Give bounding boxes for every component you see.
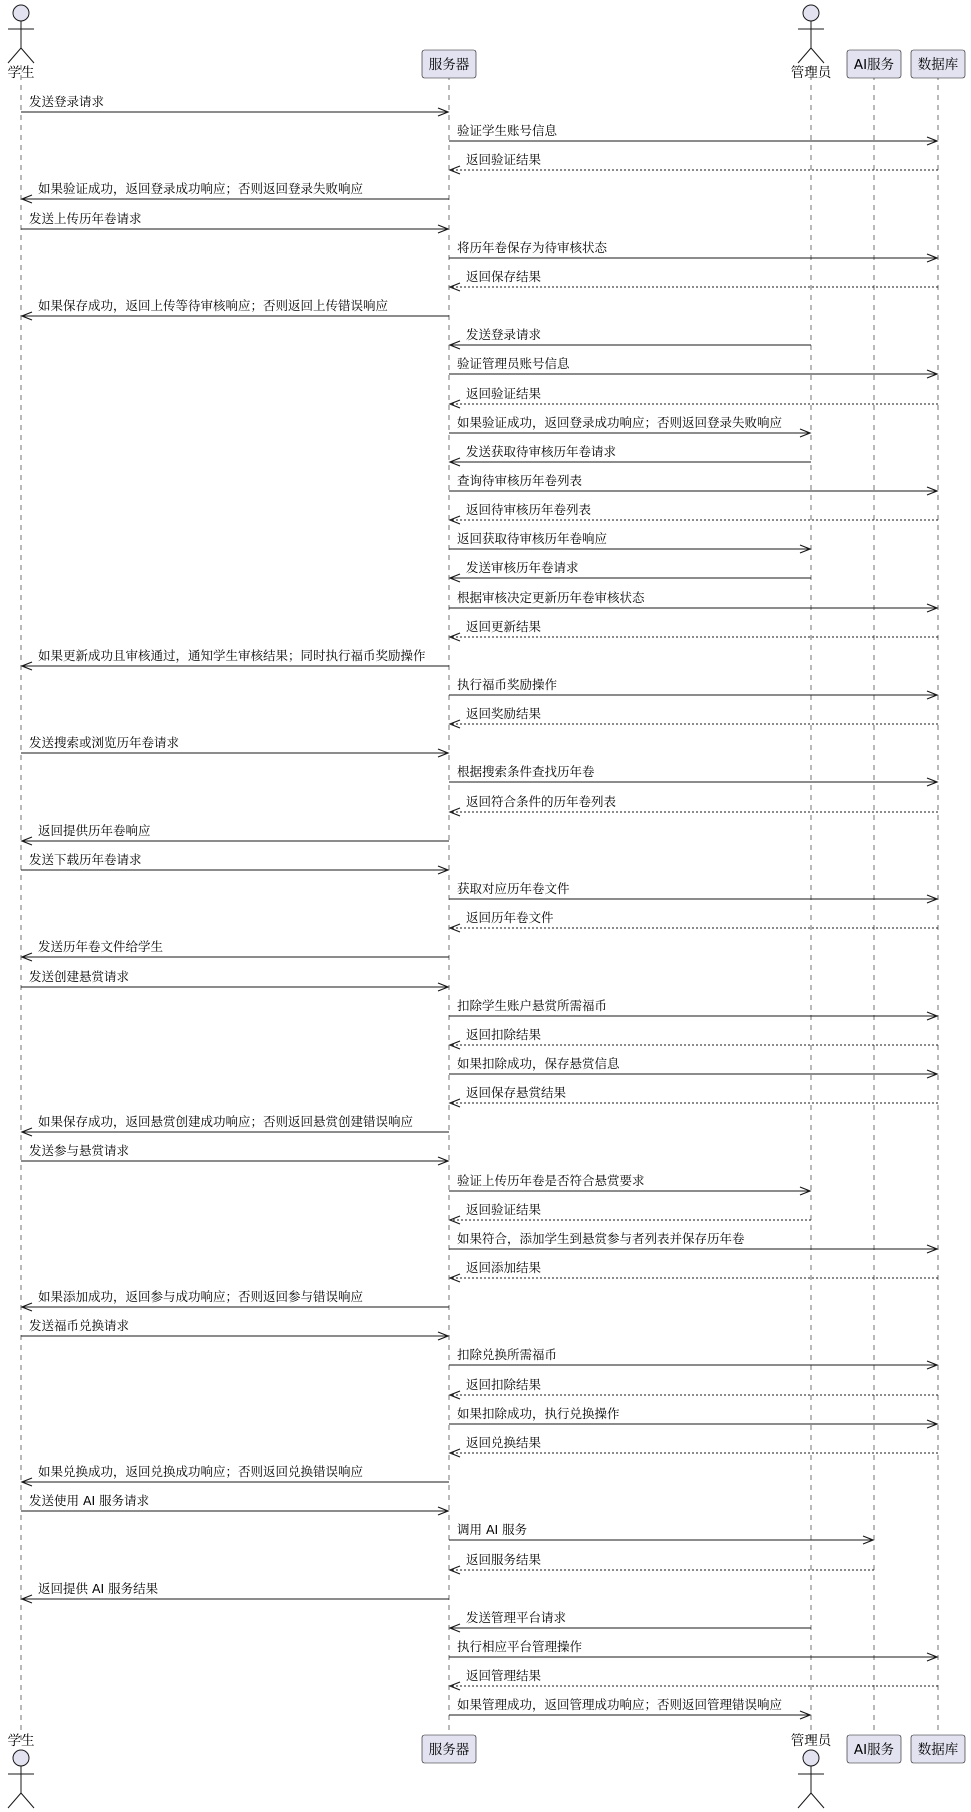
arrowhead-icon [450,720,460,728]
message-return-38 [450,1202,811,1224]
arrowhead-icon [450,924,460,932]
message-41 [22,1289,449,1311]
message-19 [22,648,449,670]
message-17 [449,590,937,612]
message-label: 验证管理员账号信息 [457,356,570,371]
message-return-2 [450,152,938,174]
arrowhead-icon [450,633,460,641]
message-return-46 [450,1435,938,1457]
message-37 [449,1173,810,1195]
message-4 [21,211,448,233]
message-return-44 [450,1377,938,1399]
arrowhead-icon [450,1041,460,1049]
message-label: 根据搜索条件查找历年卷 [457,764,595,779]
message-label: 返回验证结果 [466,152,542,167]
message-55 [449,1697,810,1719]
message-return-21 [450,706,938,728]
message-return-18 [450,619,938,641]
actor-leg-right [811,1793,824,1808]
actor-head-icon [13,5,29,21]
actor-head-icon [13,1750,29,1766]
message-label: 如果扣除成功，执行兑换操作 [457,1406,620,1421]
message-label: 返回待审核历年卷列表 [466,502,592,517]
message-label: 返回兑换结果 [466,1435,542,1450]
arrowhead-icon [450,1449,460,1457]
message-label: 返回保存结果 [466,269,542,284]
actor-leg-left [8,1793,21,1808]
actor-leg-right [21,48,34,63]
message-label: 发送审核历年卷请求 [466,560,579,575]
message-return-10 [450,386,938,408]
actor-head-icon [803,5,819,21]
message-29 [22,939,449,961]
actor-leg-left [8,48,21,63]
message-return-54 [450,1668,938,1690]
message-label: 返回添加结果 [466,1260,542,1275]
message-label: 返回扣除结果 [466,1377,542,1392]
message-3 [22,181,449,203]
message-label: 如果更新成功且审核通过，通知学生审核结果；同时执行福币奖励操作 [38,648,426,663]
message-47 [22,1464,449,1486]
message-label: 发送获取待审核历年卷请求 [466,444,617,459]
message-51 [22,1581,449,1603]
arrowhead-icon [450,516,460,524]
message-label: 返回扣除结果 [466,1027,542,1042]
actor-admin-top [798,5,824,63]
message-label: 执行相应平台管理操作 [457,1639,583,1654]
participant-label-db: 数据库 [917,57,959,73]
actor-leg-left [798,1793,811,1808]
participant-label-server: 服务器 [428,57,470,73]
message-8 [450,327,811,349]
participant-box-db-bottom [911,1735,965,1763]
message-30 [21,969,448,991]
message-23 [449,764,937,786]
message-label: 验证上传历年卷是否符合悬赏要求 [457,1173,645,1188]
actor-student-bottom [8,1750,34,1808]
participant-label-admin: 管理员 [790,65,832,81]
message-label: 返回获取待审核历年卷响应 [457,531,608,546]
actor-head-icon [803,1750,819,1766]
arrowhead-icon [450,1274,460,1282]
message-label: 将历年卷保存为待审核状态 [457,240,608,255]
arrowhead-icon [450,1682,460,1690]
message-return-28 [450,910,938,932]
message-return-40 [450,1260,938,1282]
message-label: 发送登录请求 [466,327,542,342]
message-0 [21,94,448,116]
message-label: 返回更新结果 [466,619,542,634]
participant-label-student: 学生 [7,65,35,81]
message-label: 发送登录请求 [29,94,105,109]
message-label: 发送参与悬赏请求 [29,1143,130,1158]
message-label: 执行福币奖励操作 [457,677,558,692]
arrowhead-icon [450,283,460,291]
arrowhead-icon [450,166,460,174]
message-42 [21,1318,448,1340]
participant-label-ai: AI服务 [853,57,895,73]
participant-box-ai-top [847,50,901,78]
participant-label-db: 数据库 [917,1742,959,1758]
message-label: 如果验证成功，返回登录成功响应；否则返回登录失败响应 [38,181,364,196]
message-label: 返回提供历年卷响应 [38,823,151,838]
message-11 [449,415,810,437]
message-label: 返回提供 AI 服务结果 [38,1581,159,1596]
message-26 [21,852,448,874]
message-label: 返回服务结果 [466,1552,542,1567]
message-return-24 [450,794,938,816]
message-53 [449,1639,937,1661]
actor-admin-bottom [798,1750,824,1808]
participant-label-admin: 管理员 [790,1733,832,1749]
arrowhead-icon [450,400,460,408]
message-52 [450,1610,811,1632]
message-return-50 [450,1552,874,1574]
message-label: 返回奖励结果 [466,706,542,721]
message-return-14 [450,502,938,524]
message-9 [449,356,937,378]
participant-label-server: 服务器 [428,1742,470,1758]
message-33 [449,1056,937,1078]
message-label: 发送创建悬赏请求 [29,969,130,984]
message-label: 扣除学生账户悬赏所需福币 [457,998,608,1013]
participant-label-ai: AI服务 [853,1742,895,1758]
arrowhead-icon [450,1566,460,1574]
message-label: 如果管理成功，返回管理成功响应；否则返回管理错误响应 [457,1697,783,1712]
participant-box-server-bottom [422,1735,476,1763]
message-48 [21,1493,448,1515]
message-label: 返回符合条件的历年卷列表 [466,794,617,809]
message-label: 扣除兑换所需福币 [457,1347,558,1362]
message-25 [22,823,449,845]
message-43 [449,1347,937,1369]
message-5 [449,240,937,262]
message-label: 发送搜索或浏览历年卷请求 [29,735,180,750]
message-15 [449,531,810,553]
message-1 [449,123,937,145]
message-label: 发送管理平台请求 [466,1610,567,1625]
message-49 [449,1522,873,1544]
message-return-32 [450,1027,938,1049]
message-return-6 [450,269,938,291]
message-36 [21,1143,448,1165]
message-20 [449,677,937,699]
message-35 [22,1114,449,1136]
message-label: 发送福币兑换请求 [29,1318,130,1333]
arrowhead-icon [450,808,460,816]
message-label: 如果兑换成功，返回兑换成功响应；否则返回兑换错误响应 [38,1464,364,1479]
message-label: 返回保存悬赏结果 [466,1085,567,1100]
message-label: 如果验证成功，返回登录成功响应；否则返回登录失败响应 [457,415,783,430]
message-31 [449,998,937,1020]
message-13 [449,473,937,495]
actor-leg-right [21,1793,34,1808]
actor-leg-right [811,48,824,63]
message-45 [449,1406,937,1428]
message-return-34 [450,1085,938,1107]
participant-box-server-top [422,50,476,78]
message-label: 发送上传历年卷请求 [29,211,142,226]
message-39 [449,1231,937,1253]
message-label: 发送下载历年卷请求 [29,852,142,867]
message-7 [22,298,449,320]
message-label: 如果保存成功，返回上传等待审核响应；否则返回上传错误响应 [38,298,389,313]
actor-leg-left [798,48,811,63]
message-label: 发送使用 AI 服务请求 [29,1493,150,1508]
message-label: 查询待审核历年卷列表 [457,473,583,488]
message-label: 如果扣除成功，保存悬赏信息 [457,1056,620,1071]
message-16 [450,560,811,582]
message-label: 验证学生账号信息 [457,123,558,138]
participant-box-db-top [911,50,965,78]
participant-label-student: 学生 [7,1733,35,1749]
message-12 [450,444,811,466]
message-label: 如果保存成功，返回悬赏创建成功响应；否则返回悬赏创建错误响应 [38,1114,414,1129]
message-label: 获取对应历年卷文件 [457,881,570,896]
actor-student-top [8,5,34,63]
message-22 [21,735,448,757]
message-label: 如果符合，添加学生到悬赏参与者列表并保存历年卷 [457,1231,745,1246]
message-label: 返回管理结果 [466,1668,542,1683]
participant-box-ai-bottom [847,1735,901,1763]
arrowhead-icon [450,1099,460,1107]
message-label: 发送历年卷文件给学生 [38,939,164,954]
message-label: 根据审核决定更新历年卷审核状态 [457,590,645,605]
message-label: 调用 AI 服务 [457,1522,528,1537]
message-label: 返回验证结果 [466,1202,542,1217]
message-label: 返回验证结果 [466,386,542,401]
arrowhead-icon [450,1391,460,1399]
message-27 [449,881,937,903]
message-label: 如果添加成功，返回参与成功响应；否则返回参与错误响应 [38,1289,364,1304]
message-label: 返回历年卷文件 [466,910,554,925]
